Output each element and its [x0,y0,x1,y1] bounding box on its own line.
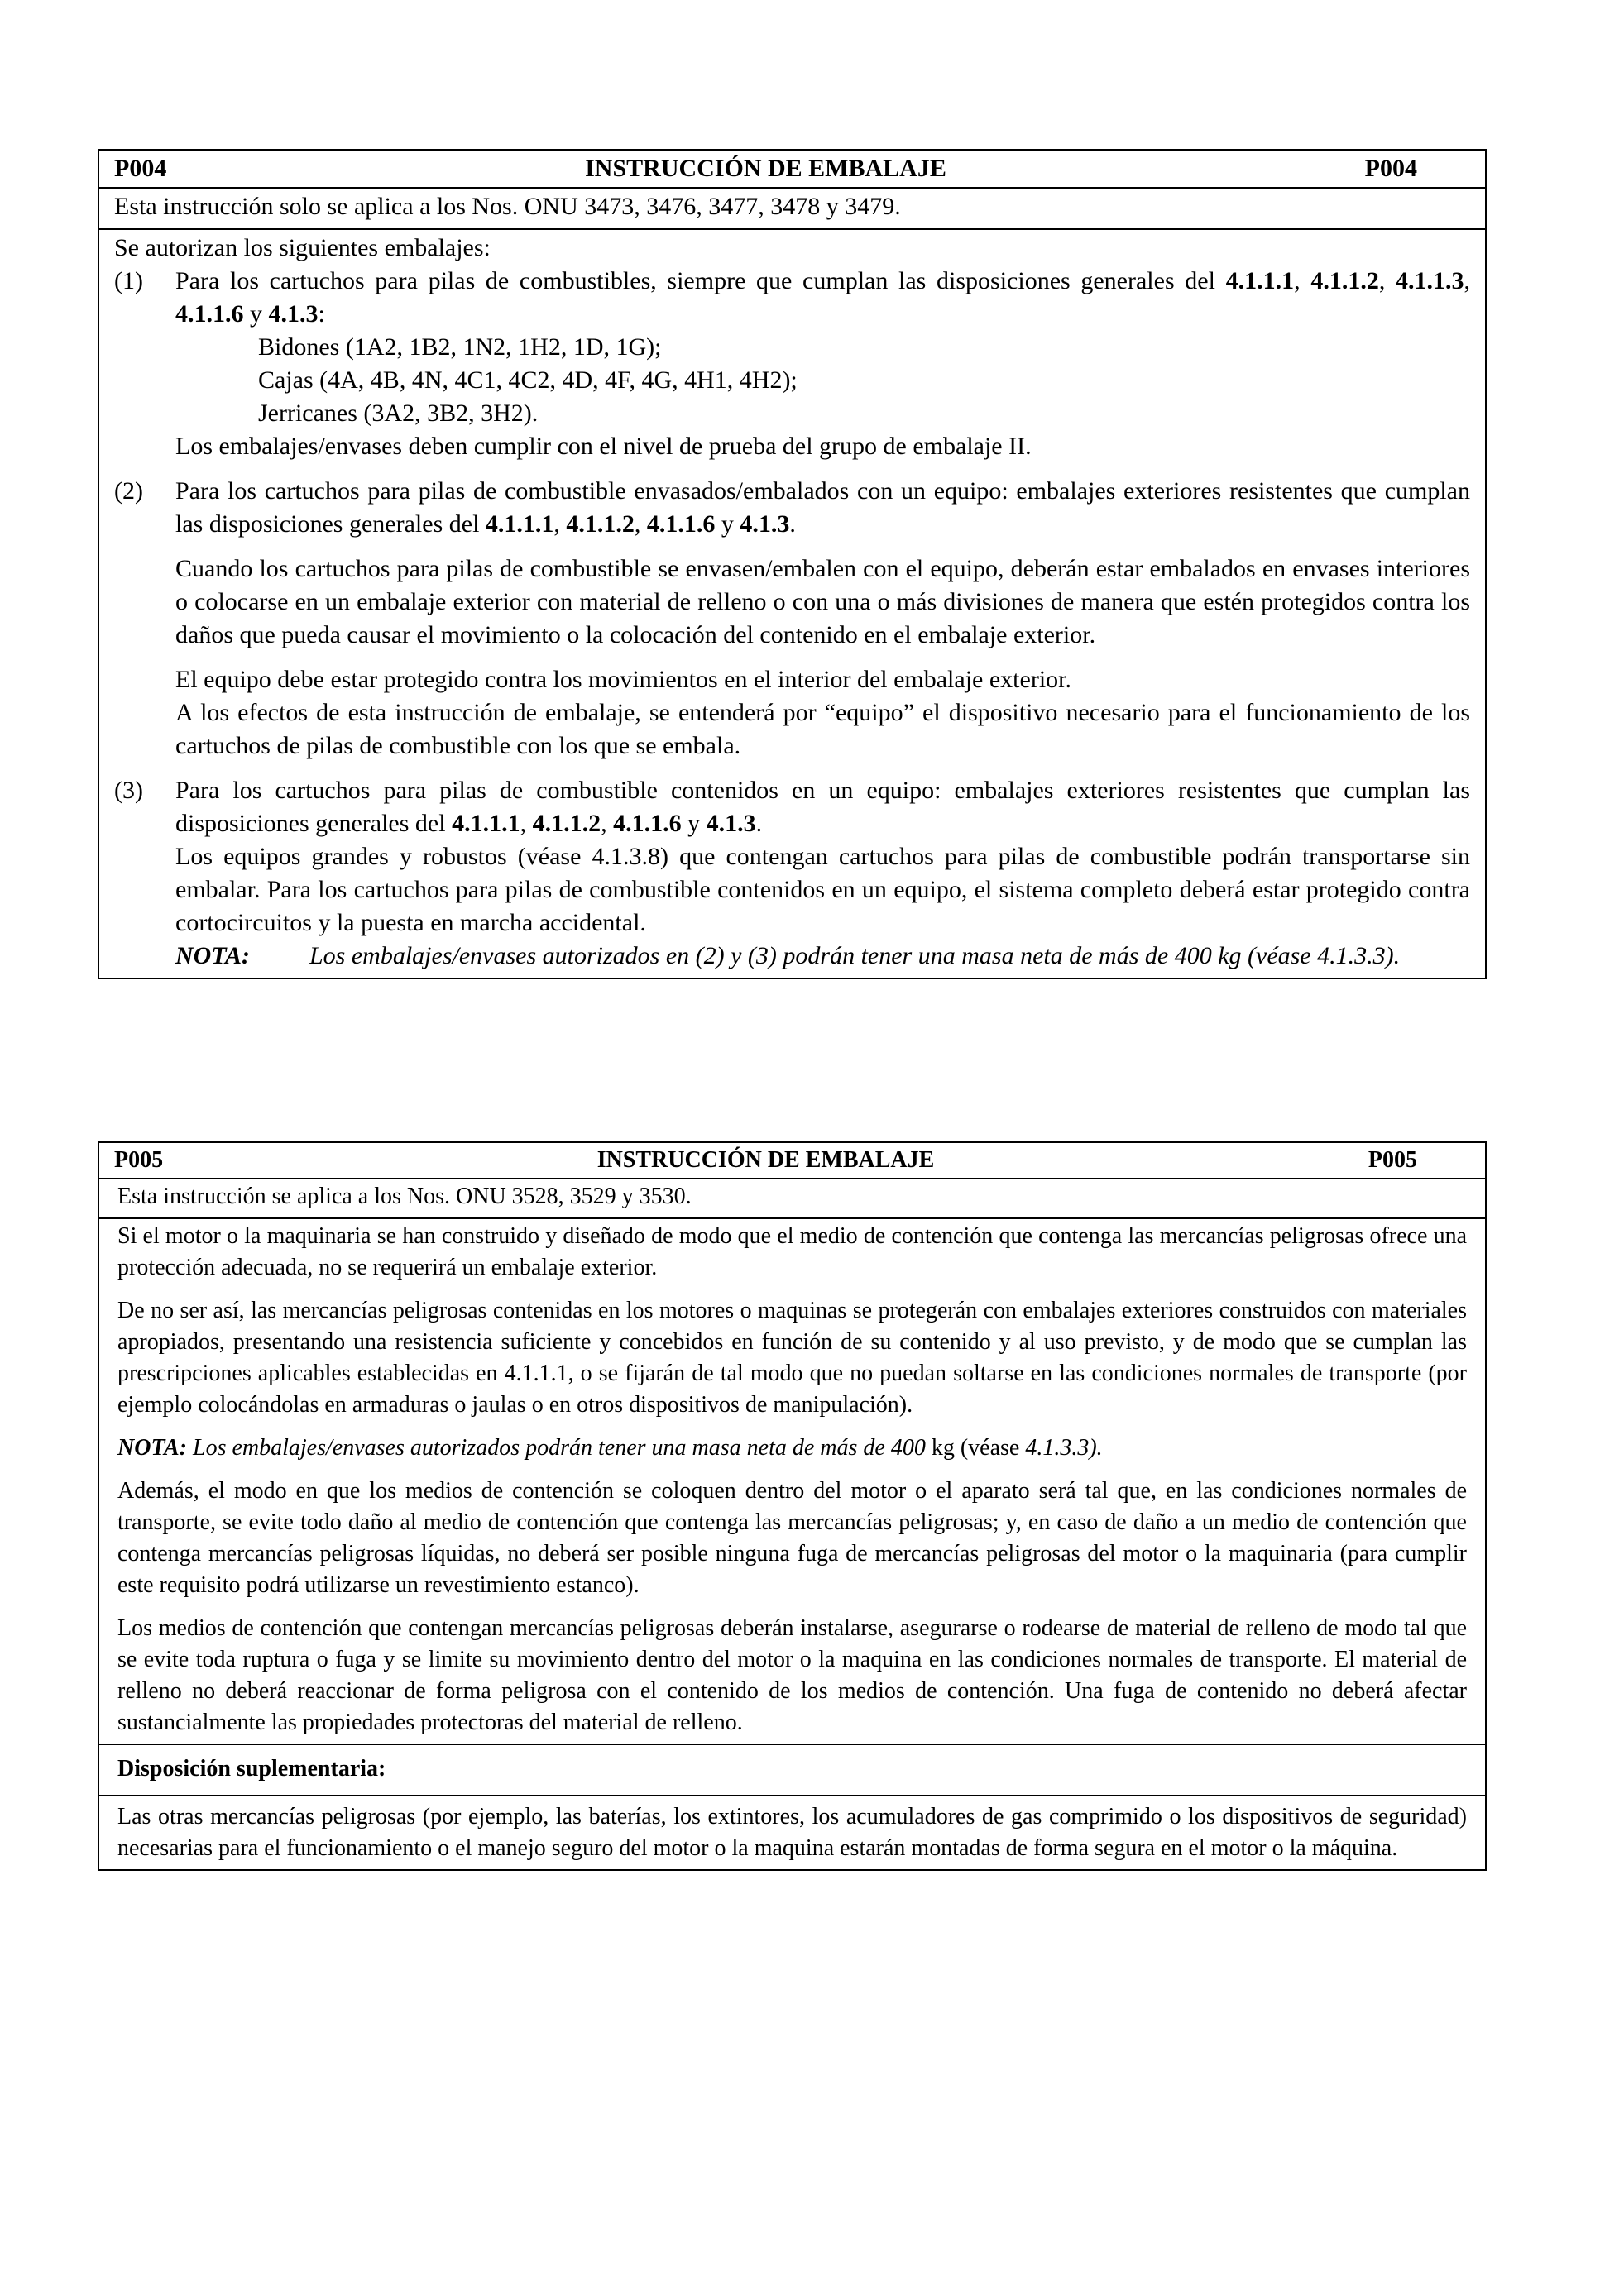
p004-table [98,149,1487,979]
instruction-title: INSTRUCCIÓN DE EMBALAJE [596,1147,935,1173]
p005-header [99,1143,1485,1179]
supplementary-text-row [99,1796,1485,1869]
code-left: P005 [114,1147,164,1173]
code-right: P004 [1364,155,1417,182]
item-text: Para los cartuchos para pilas de combustibles, siempre que cumplan las disposiciones generales del 4.1.1.1, 4.1.1.2, 4.1.1.3, 4.1.1.6 y 4.1.3: [175,267,1471,328]
nota [175,940,1470,973]
item-3 [114,774,1470,973]
body-paragraph: De no ser así, las mercancías peligrosas contenidas en los motores o maquinas se protegerán con embalajes exteriores construidos con materiales apropiados, presentando una resistencia suficiente y concebidos en función de su contenido y al uso previsto, y de modo que se cumplan las prescripciones aplicables establecidas en 4.1.1.1, o se fijarán de tal modo que no puedan soltarse en las condiciones normales de transporte (por ejemplo colocándolas en armaduras o jaulas o en otros dispositivos de manipulación). [117,1298,1467,1418]
code-right: P005 [1368,1147,1417,1173]
item-2 [114,475,1470,763]
p004-header [99,151,1485,189]
packaging-list-item: Jerricanes (3A2, 3B2, 3H2). [258,399,539,427]
supplementary-heading-row [99,1745,1485,1796]
body-paragraph: Si el motor o la maquinaria se han construido y diseñado de modo que el medio de contención que contenga las mercancías peligrosas ofrece una protección adecuada, no se requerirá un embalaje exterior. [117,1223,1467,1280]
item-paragraph: El equipo debe estar protegido contra los movimientos en el interior del embalaje exterior. [175,666,1071,693]
p005-body [99,1219,1485,1745]
p004-applies [99,189,1485,230]
item-paragraph: A los efectos de esta instrucción de embalaje, se entenderá por “equipo” el dispositivo necesario para el funcionamiento de los cartuchos de pilas de combustible con los que se embala. [175,699,1470,759]
body-paragraph: Además, el modo en que los medios de contención se coloquen dentro del motor o el aparato será tal que, en las condiciones normales de transporte, se evite todo daño al medio de contención que contenga las mercancías peligrosas; y, en caso de daño a un medio de contención que contenga mercancías peligrosas líquidas, no deberá ser posible ninguna fuga de mercancías peligrosas del motor o la maquinaria (para cumplir este requisito podrá utilizarse un revestimiento estanco). [117,1478,1467,1598]
item-number: (1) [114,267,143,294]
item-paragraph: Cuando los cartuchos para pilas de combustible se envasen/embalen con el equipo, deberán estar embalados en envases interiores o colocarse en un embalaje exterior con material de relleno o con una o más divisiones de manera que estén protegidos contra los daños que pueda causar el movimiento o la colocación del contenido en el embalaje exterior. [175,555,1470,648]
nota-text: Los embalajes/envases autorizados en (2) y (3) podrán tener una masa neta de más de 400 kg (véase 4.1.3.3). [309,942,1401,969]
intro-text: Se autorizan los siguientes embalajes: [114,234,491,261]
applies-text: Esta instrucción solo se aplica a los Nos. ONU 3473, 3476, 3477, 3478 y 3479. [114,193,901,220]
item-number: (2) [114,477,143,505]
item-text: Para los cartuchos para pilas de combustible envasados/embalados con un equipo: embalajes exteriores resistentes que cumplan las disposiciones generales del 4.1.1.1, 4.1.1.2, 4.1.1.6 y 4.1.3. [175,477,1470,538]
nota: NOTA: Los embalajes/envases autorizados podrán tener una masa neta de más de 400 kg (véase 4.1.3.3). [117,1435,1103,1461]
item-1 [114,265,1470,463]
supplementary-text: Las otras mercancías peligrosas (por ejemplo, las baterías, los extintores, los acumuladores de gas comprimido o los dispositivos de seguridad) necesarias para el funcionamiento o el manejo seguro del motor o la maquina estarán montadas de forma segura en el motor o la máquina. [117,1804,1467,1861]
code-left: P004 [114,155,167,182]
instruction-title: INSTRUCCIÓN DE EMBALAJE [585,155,946,182]
p004-body [99,230,1485,978]
p005-applies [99,1179,1485,1219]
body-paragraph: Los medios de contención que contengan mercancías peligrosas deberán instalarse, asegurarse o rodearse de material de relleno de modo tal que se evite toda ruptura o fuga y se limite su movimiento dentro del motor o la maquina en las condiciones normales de transporte. El material de relleno no deberá reaccionar de forma peligrosa con el contenido de los medios de contención. Una fuga de contenido no deberá afectar sustancialmente las propiedades protectoras del material de relleno. [117,1615,1467,1735]
item-text: Para los cartuchos para pilas de combustible contenidos en un equipo: embalajes exteriores resistentes que cumplan las disposiciones generales del 4.1.1.1, 4.1.1.2, 4.1.1.6 y 4.1.3. [175,777,1470,837]
packaging-list-item: Cajas (4A, 4B, 4N, 4C1, 4C2, 4D, 4F, 4G, 4H1, 4H2); [258,366,798,394]
applies-text: Esta instrucción se aplica a los Nos. ONU 3528, 3529 y 3530. [117,1184,692,1209]
item-number: (3) [114,777,143,804]
nota-label: NOTA: [175,942,250,969]
packaging-list-item: Bidones (1A2, 1B2, 1N2, 1H2, 1D, 1G); [258,333,662,361]
item-paragraph: Los equipos grandes y robustos (véase 4.1.3.8) que contengan cartuchos para pilas de combustible podrán transportarse sin embalar. Para los cartuchos para pilas de combustible contenidos en un equipo, el sistema completo deberá estar protegido contra cortocircuitos y la puesta en marcha accidental. [175,843,1470,936]
p005-table [98,1141,1487,1871]
item-note: Los embalajes/envases deben cumplir con el nivel de prueba del grupo de embalaje II. [175,433,1032,460]
supplementary-heading: Disposición suplementaria: [117,1756,386,1782]
